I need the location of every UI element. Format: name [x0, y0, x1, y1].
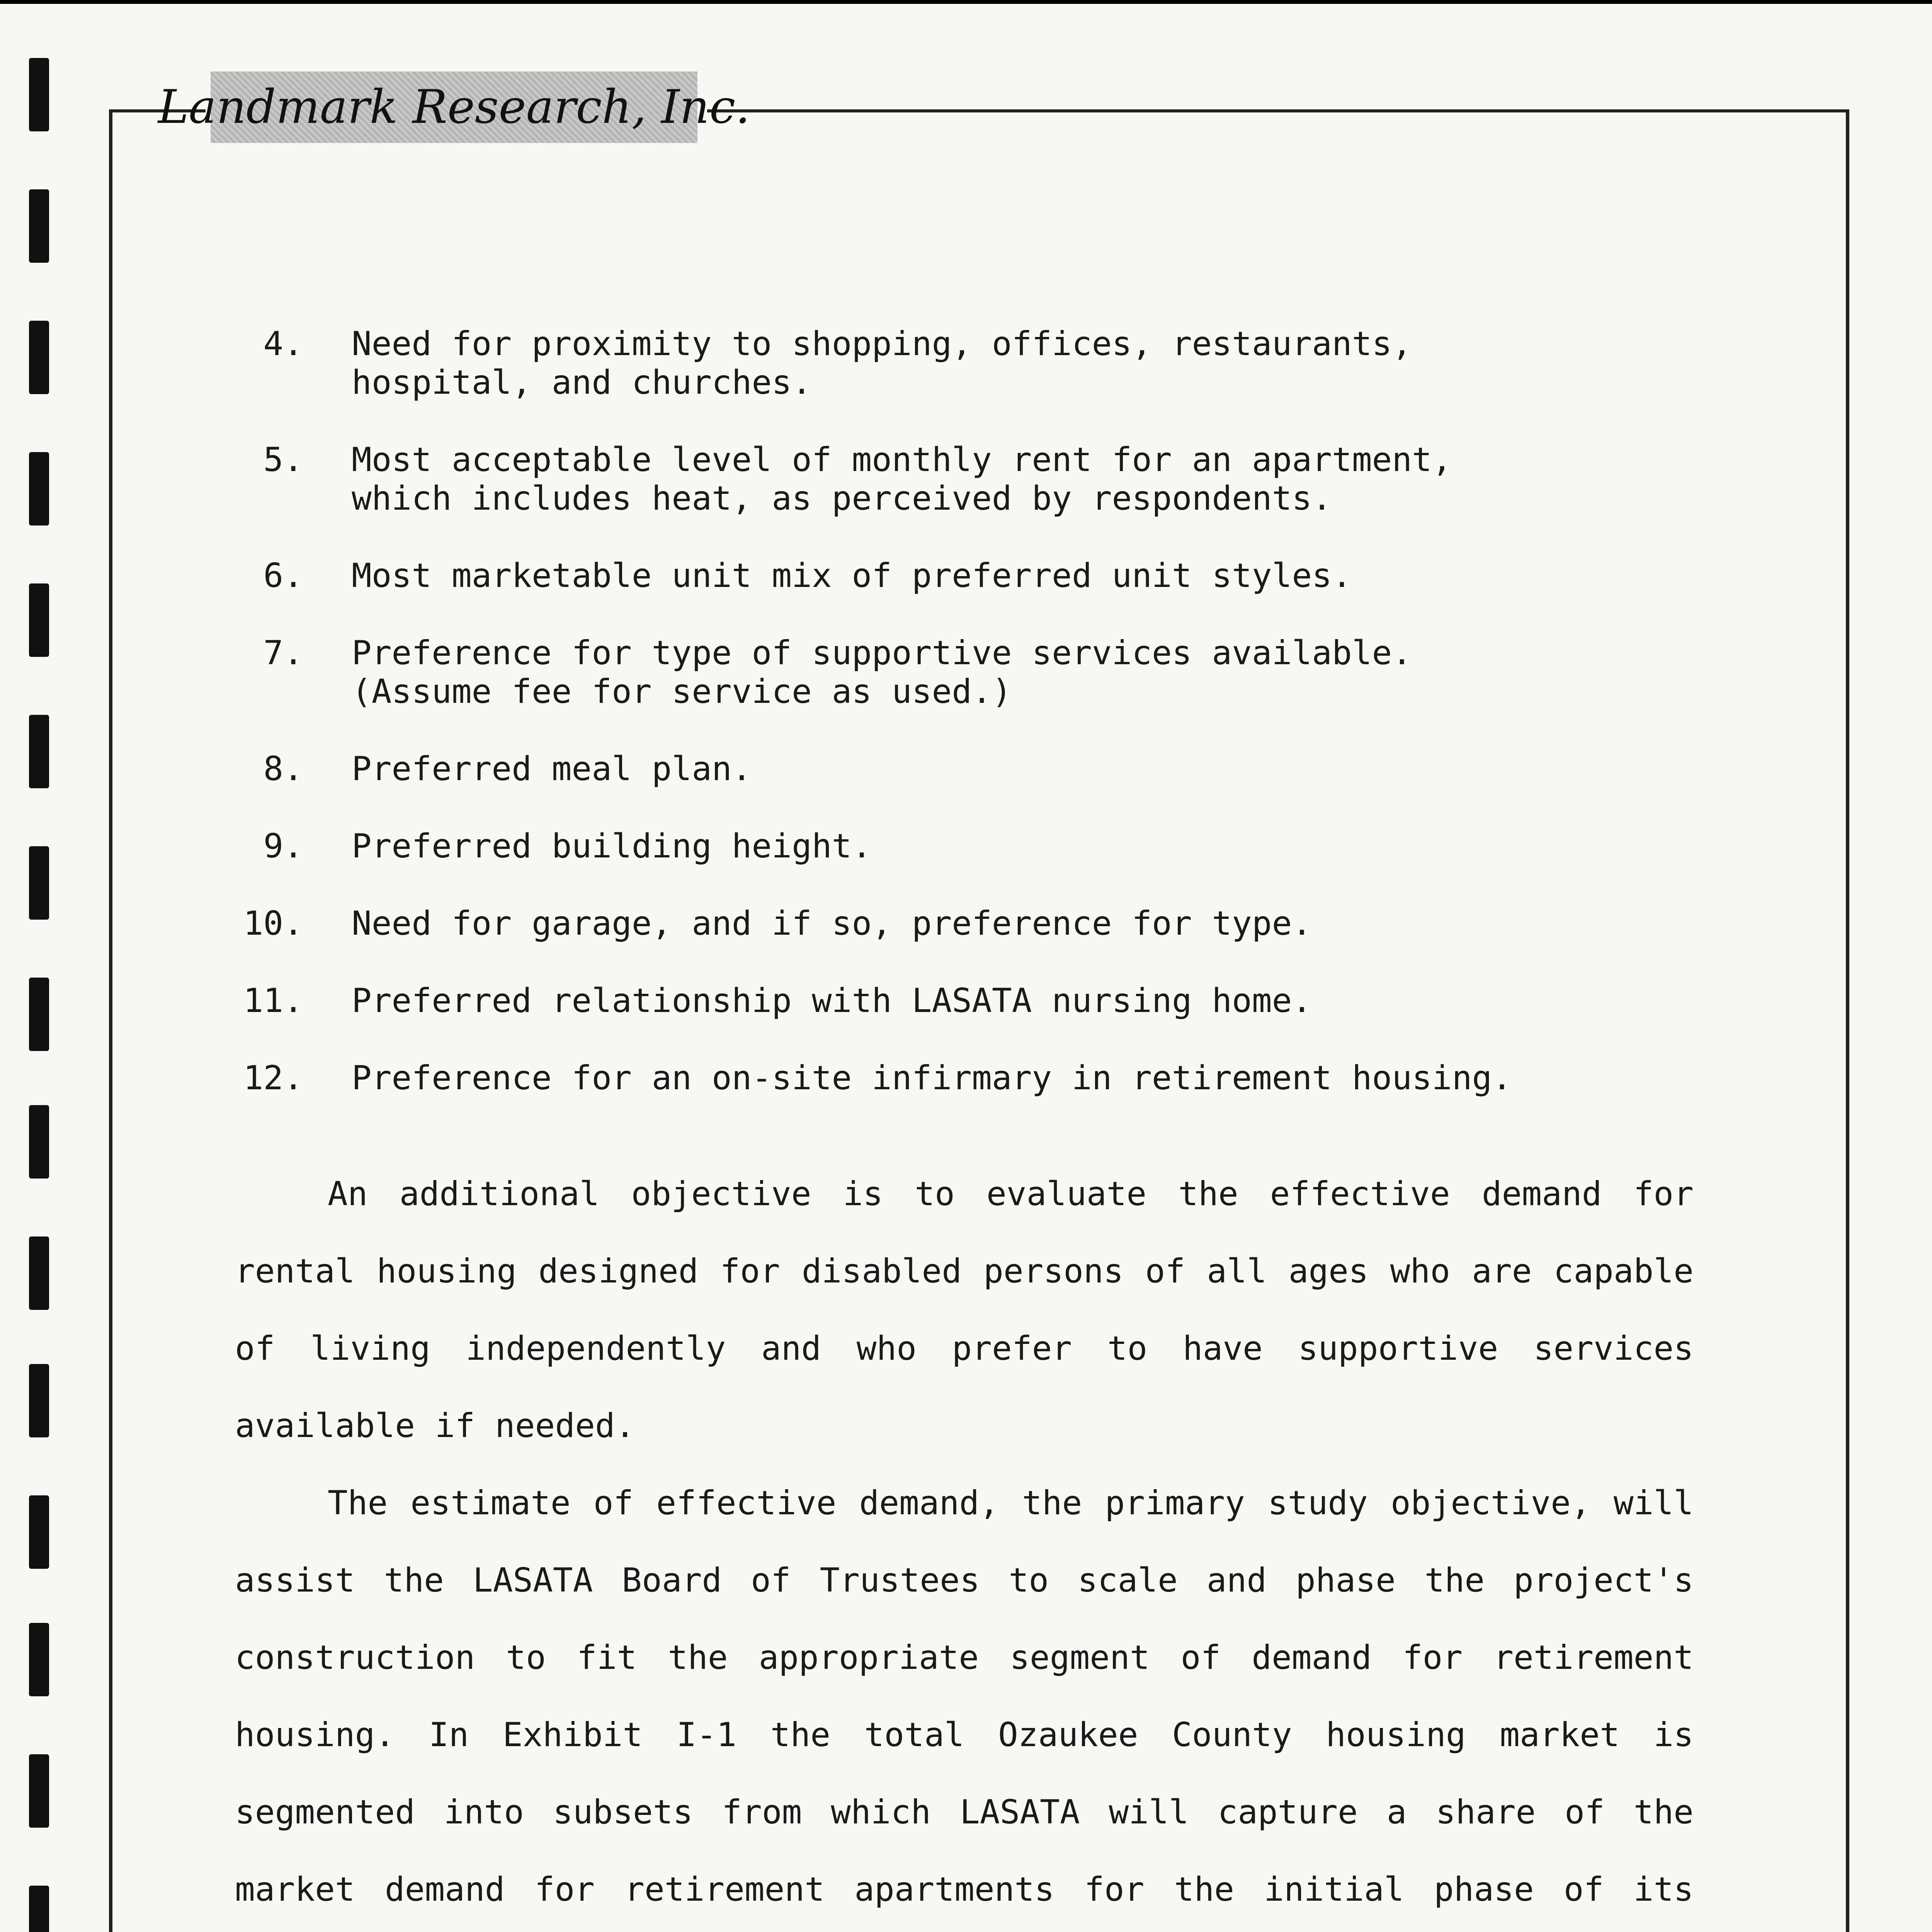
- list-text: Most acceptable level of monthly rent for an apartment, which includes heat, as perceived by respondents.: [352, 440, 1452, 518]
- frame-left-rule: [109, 109, 112, 1932]
- binding-mark: [29, 1236, 49, 1310]
- list-text: Most marketable unit mix of preferred unit styles.: [352, 556, 1352, 595]
- list-text: Preference for type of supportive services available. (Assume fee for service as used.): [352, 634, 1412, 711]
- body-paragraph: The estimate of effective demand, the primary study objective, will assist the LASATA Board of Trustees to scale and phase the project's construction to fit the appropriate segment of demand for retirement housing. In Exhibit I-1 the total Ozaukee County housing market is segmented into subsets from which LASATA will capture a share of the market demand for retirement apartments for the initial phase of its: [235, 1484, 1694, 1909]
- binding-mark: [29, 321, 49, 394]
- frame-top-rule: [707, 109, 1849, 112]
- binding-mark: [29, 846, 49, 920]
- frame-right-rule: [1846, 109, 1849, 1932]
- list-text: Preferred meal plan.: [352, 750, 752, 788]
- binding-mark: [29, 1105, 49, 1179]
- binding-mark: [29, 978, 49, 1051]
- binding-mark: [29, 715, 49, 788]
- list-text: Need for garage, and if so, preference for type.: [352, 904, 1312, 943]
- list-number: 4.: [263, 325, 303, 363]
- list-number: 11.: [243, 981, 303, 1020]
- binding-mark: [29, 1364, 49, 1437]
- binding-mark: [29, 583, 49, 657]
- list-text: Preferred relationship with LASATA nursing home.: [352, 981, 1312, 1020]
- list-number: 5.: [263, 440, 303, 479]
- binding-mark: [29, 1754, 49, 1828]
- company-name: Landmark Research, Inc.: [158, 80, 750, 134]
- binding-mark: [29, 58, 49, 131]
- letterhead-logo: [158, 71, 750, 143]
- list-number: 8.: [263, 750, 303, 788]
- list-text: Need for proximity to shopping, offices, restaurants, hospital, and churches.: [352, 325, 1412, 402]
- list-number: 12.: [243, 1059, 303, 1097]
- scan-top-edge: [0, 0, 1932, 4]
- binding-mark: [29, 1495, 49, 1569]
- binding-mark: [29, 189, 49, 263]
- list-number: 9.: [263, 827, 303, 866]
- list-text: Preference for an on-site infirmary in retirement housing.: [352, 1059, 1512, 1097]
- list-number: 7.: [263, 634, 303, 672]
- binding-mark: [29, 452, 49, 526]
- list-number: 10.: [243, 904, 303, 943]
- list-text: Preferred building height.: [352, 827, 872, 866]
- binding-mark: [29, 1623, 49, 1696]
- binding-mark: [29, 1886, 49, 1932]
- list-number: 6.: [263, 556, 303, 595]
- body-paragraph: An additional objective is to evaluate the effective demand for rental housing designed for disabled persons of all ages who are capable of living independently and who prefer to have supportive services available if needed.: [235, 1175, 1694, 1445]
